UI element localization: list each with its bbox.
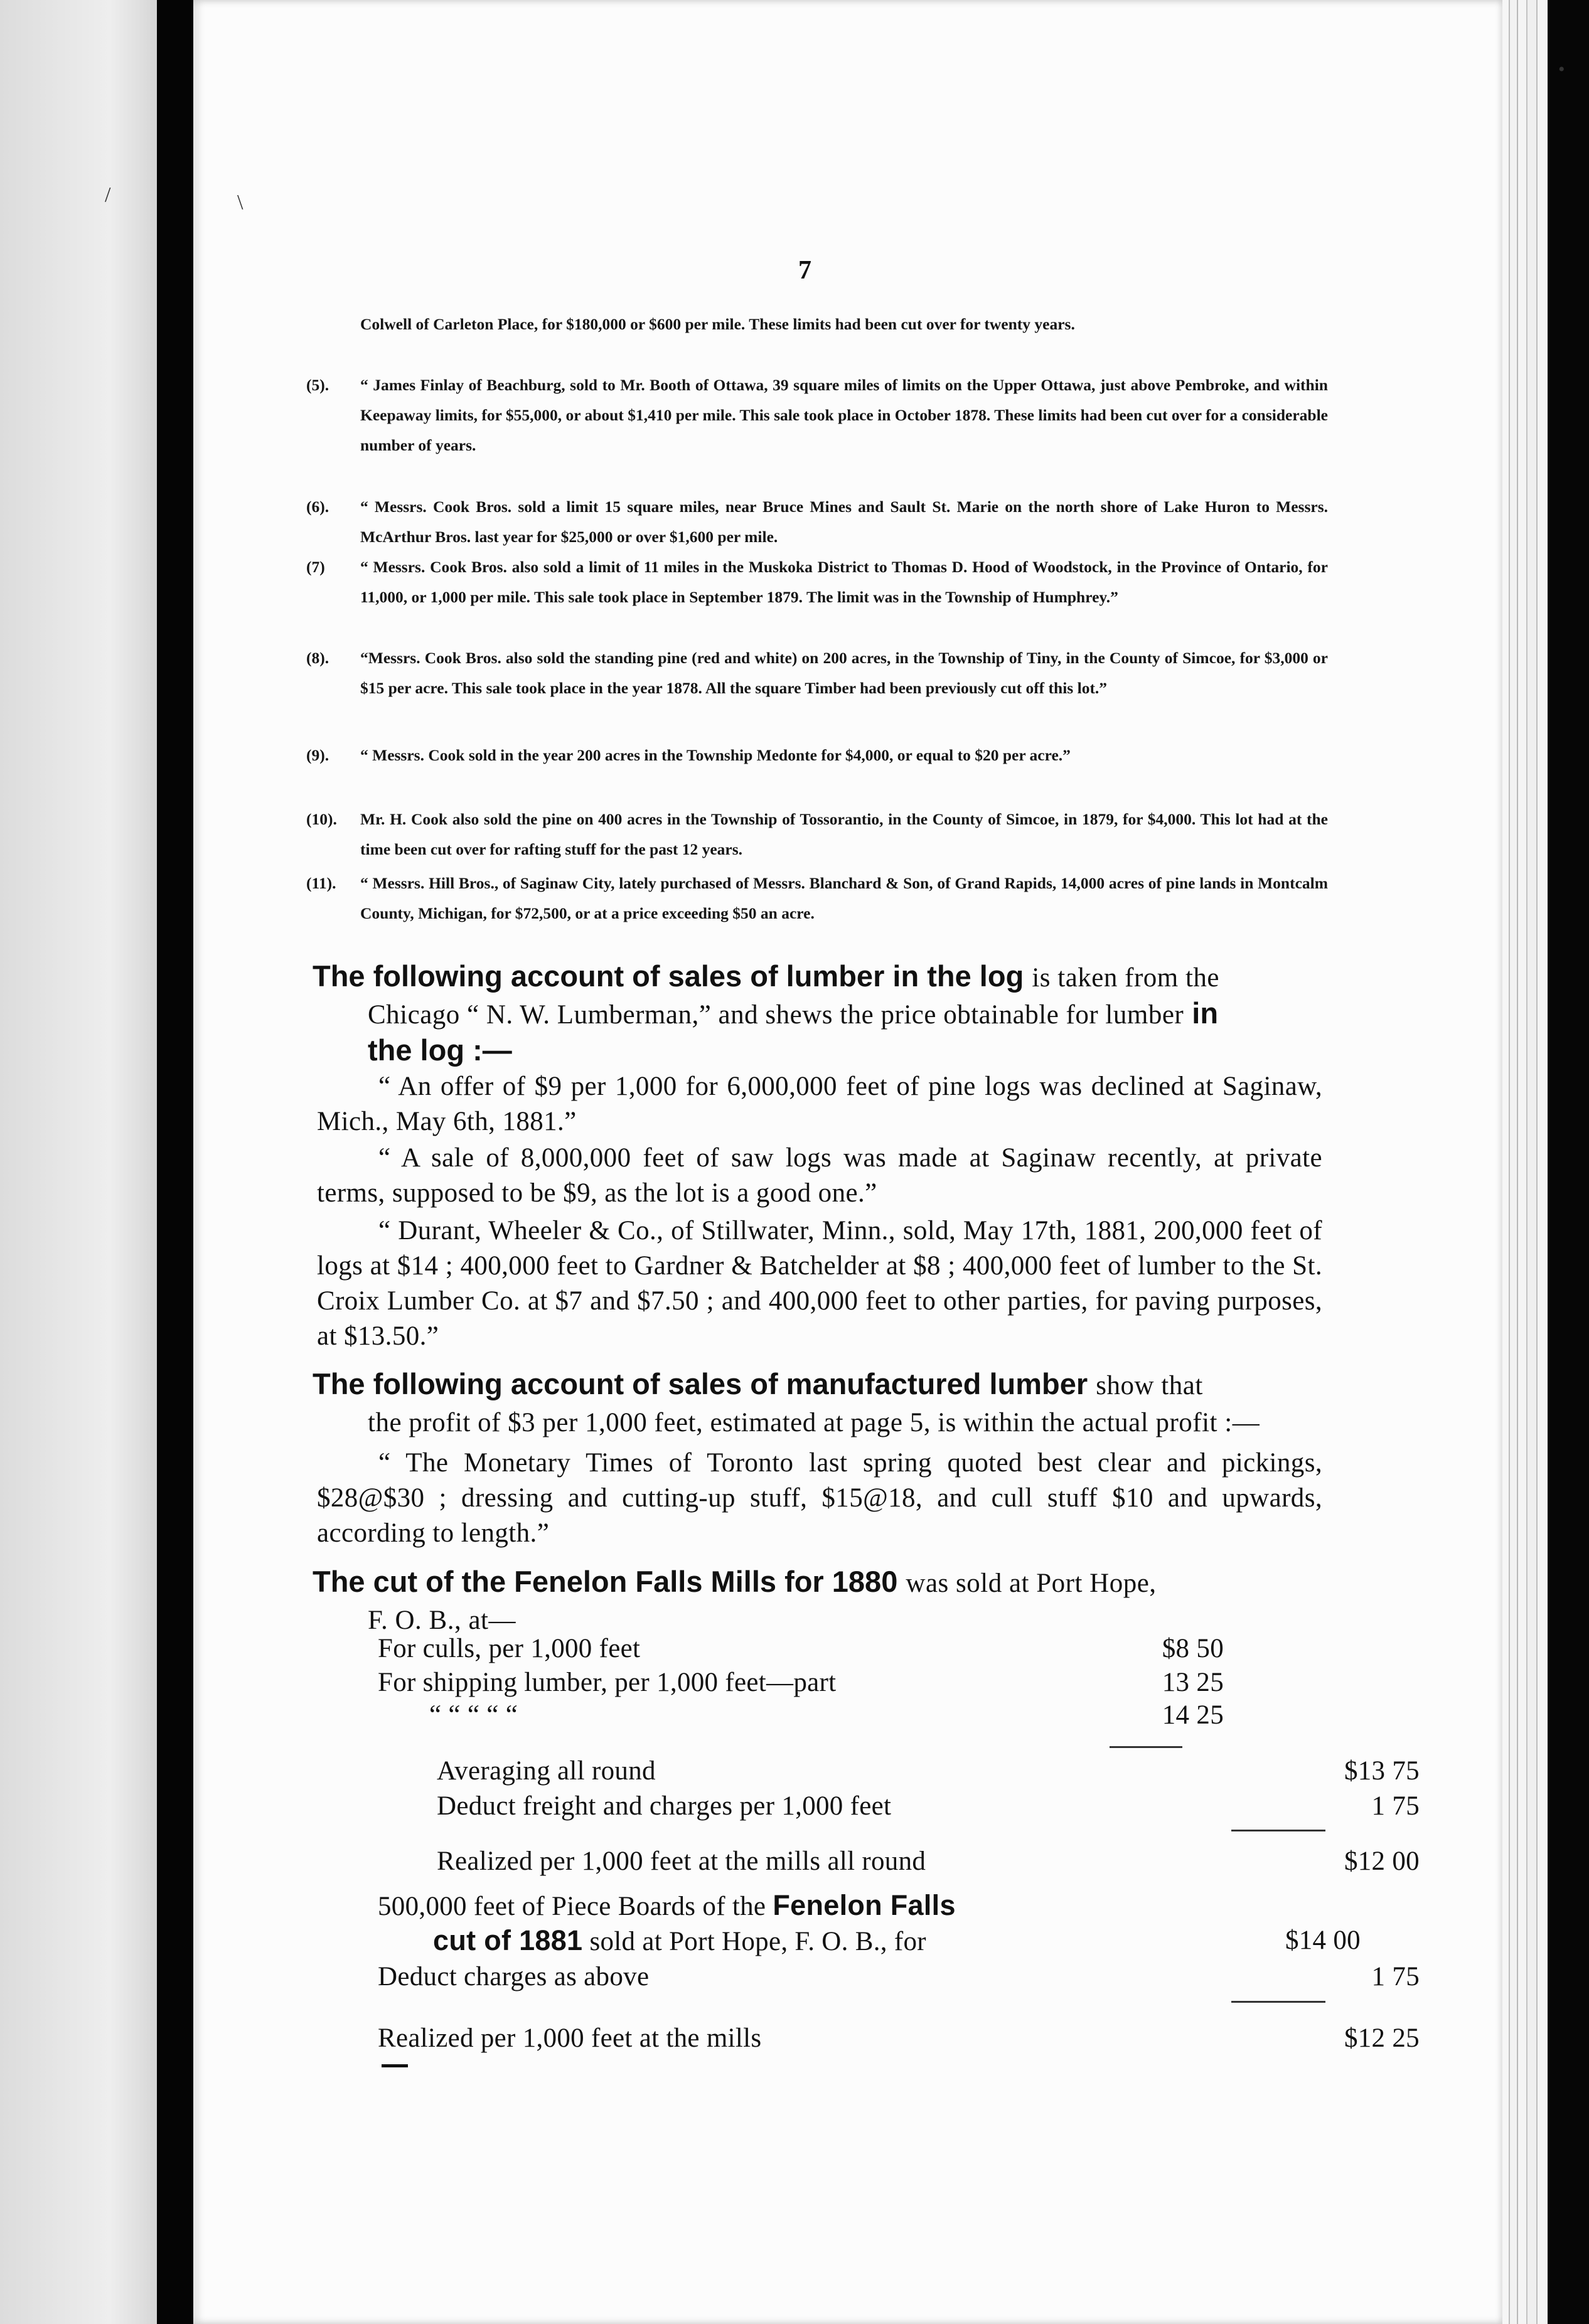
log-sale-quote-2 <box>317 1141 1322 1211</box>
row-value: $8 50 <box>1162 1634 1224 1663</box>
heading-bold-line: the log :— <box>368 1033 512 1067</box>
continued-entry <box>306 309 1328 339</box>
entry-number: (8). <box>306 649 329 667</box>
entry-text: “ Messrs. Cook sold in the year 200 acres in the Township Medonte for $4,000, or equal to $20 per acre.” <box>360 746 1071 764</box>
entry-number: (6). <box>306 498 329 516</box>
row-label: For shipping lumber, per 1,000 feet—part <box>378 1668 837 1697</box>
log-sale-quote-3 <box>317 1213 1322 1354</box>
freight-row <box>437 1789 1420 1833</box>
row-label: Deduct freight and charges per 1,000 feet <box>437 1791 892 1821</box>
row-label: Deduct charges as above <box>378 1962 650 1991</box>
final-total-rule <box>1231 2001 1325 2003</box>
row-value: 14 25 <box>1162 1700 1224 1730</box>
final-realized-row <box>378 2021 1420 2065</box>
heading-rest-text: is taken from the <box>1032 963 1220 993</box>
entry-text: “ Messrs. Hill Bros., of Saginaw City, lately purchased of Messrs. Blanchard & Son, of Grand Rapids, 14,000 acres of pine lands in Montcalm County, Michigan, for $72,500, or at a price exceeding $50 an acre. <box>360 874 1328 922</box>
ditto-price-row <box>378 1698 1325 1742</box>
continued-entry-text: Colwell of Carleton Place, for $180,000 or $600 per mile. These limits had been cut over for twenty years. <box>360 315 1075 333</box>
row-value: 13 25 <box>1162 1668 1224 1697</box>
edge-mark: • <box>1558 59 1565 80</box>
page-edges <box>1502 0 1548 2324</box>
heading-bold-fragment: in <box>1192 996 1219 1030</box>
fenelon-falls-heading <box>313 1564 1320 1638</box>
entry-number: (10). <box>306 810 337 828</box>
margin-underline <box>382 2064 408 2067</box>
entry-text: Mr. H. Cook also sold the pine on 400 acres in the Township of Tossorantio, in the County of Simcoe, in 1879, for $4,000. This lot had at the time been cut over for rafting stuff for the past 12 years. <box>360 810 1328 858</box>
heading-bold-text: The following account of sales of lumber in the log <box>313 959 1024 993</box>
heading-bold-text: The cut of the Fenelon Falls Mills for 1880 <box>313 1565 898 1598</box>
entry-8 <box>306 643 1328 703</box>
left-facing-page <box>0 0 157 2324</box>
entry-number: (5). <box>306 376 329 394</box>
heading-continuation: F. O. B., at— <box>368 1606 516 1635</box>
piece-boards-bold-text: Fenelon Falls <box>773 1889 956 1921</box>
entry-number: (11). <box>306 874 336 892</box>
heading-rest-text: show that <box>1096 1371 1203 1400</box>
piece-boards-rest-text: sold at Port Hope, F. O. B., for <box>589 1927 926 1956</box>
entry-11 <box>306 868 1328 929</box>
quote-text: “ A sale of 8,000,000 feet of saw logs was made at Saginaw recently, at private terms, supposed to be $9, as the lot is a good one.” <box>317 1143 1322 1208</box>
row-label: Realized per 1,000 feet at the mills <box>378 2023 762 2053</box>
row-label: Averaging all round <box>437 1756 656 1786</box>
manufactured-lumber-heading <box>313 1367 1320 1441</box>
piece-boards-line-2 <box>433 1923 1381 1959</box>
stray-mark: / <box>105 183 111 206</box>
heading-continuation: the profit of $3 per 1,000 feet, estimated at page 5, is within the actual profit :— <box>368 1408 1260 1437</box>
entry-text: “Messrs. Cook Bros. also sold the standing pine (red and white) on 200 acres, in the Township of Tiny, in the County of Simcoe, for $3,000 or $15 per acre. This sale took place in the year 1878. All the square Timber had been previously cut off this lot.” <box>360 649 1328 697</box>
row-total: $12 00 <box>1344 1847 1420 1876</box>
entry-10 <box>306 804 1328 865</box>
heading-continuation: Chicago “ N. W. Lumberman,” and shews the price obtainable for lumber <box>368 1000 1184 1030</box>
log-sale-quote-1 <box>317 1069 1322 1139</box>
entry-9 <box>306 740 1328 770</box>
heading-rest-text: was sold at Port Hope, <box>906 1569 1157 1598</box>
page-number: 7 <box>798 256 811 285</box>
entry-6 <box>306 492 1328 552</box>
entry-5 <box>306 370 1328 461</box>
entry-number: (7) <box>306 558 325 576</box>
row-total: 1 75 <box>1371 1962 1420 1991</box>
heading-bold-text: The following account of sales of manufactured lumber <box>313 1367 1088 1400</box>
row-total: $13 75 <box>1344 1756 1420 1786</box>
quote-text: “ An offer of $9 per 1,000 for 6,000,000 feet of pine logs was declined at Saginaw, Mich., May 6th, 1881.” <box>317 1072 1322 1136</box>
row-total: $14 00 <box>1285 1926 1361 1955</box>
stray-mark: \ <box>237 191 243 214</box>
row-label: Realized per 1,000 feet at the mills all round <box>437 1847 926 1876</box>
piece-boards-text: 500,000 feet of Piece Boards of the <box>378 1892 766 1921</box>
row-total: $12 25 <box>1344 2023 1420 2053</box>
realized-row <box>437 1844 1420 1889</box>
entry-text: “ James Finlay of Beachburg, sold to Mr. Booth of Ottawa, 39 square miles of limits on the Upper Ottawa, just above Pembroke, and within Keepaway limits, for $55,000, or about $1,410 per mile. This sale took place in October 1878. These limits had been cut over for a considerable number of years. <box>360 376 1328 454</box>
entry-number: (9). <box>306 746 329 764</box>
row-label: “ “ “ “ “ <box>429 1700 518 1730</box>
entry-text: “ Messrs. Cook Bros. sold a limit 15 square miles, near Bruce Mines and Sault St. Marie on the north shore of Lake Huron to Messrs. McArthur Bros. last year for $25,000 or over $1,600 per mile. <box>360 498 1328 546</box>
book-gutter <box>157 0 193 2324</box>
piece-boards-line-1 <box>378 1888 1325 1924</box>
subtotal-rule <box>1110 1746 1182 1748</box>
entry-text: “ Messrs. Cook Bros. also sold a limit of 11 miles in the Muskoka District to Thomas D. Hood of Woodstock, in the Province of Ontario, for 11,000, or 1,000 per mile. This sale took place in September 1879. The limit was in the Township of Humphrey.” <box>360 558 1328 606</box>
row-label: For culls, per 1,000 feet <box>378 1634 641 1663</box>
lumber-log-heading <box>313 959 1320 1068</box>
entry-7 <box>306 552 1328 612</box>
row-total: 1 75 <box>1371 1791 1420 1821</box>
piece-boards-bold-text: cut of 1881 <box>433 1924 583 1956</box>
quote-text: “ Durant, Wheeler & Co., of Stillwater, Minn., sold, May 17th, 1881, 200,000 feet of logs at $14 ; 400,000 feet to Gardner & Batchelder at $8 ; 400,000 feet of lumber to the St. Croix Lumber Co. at $7 and $7.50 ; and 400,000 feet to other parties, for paving purposes, at $13.50.” <box>317 1216 1322 1351</box>
total-rule <box>1231 1830 1325 1831</box>
monetary-times-quote <box>317 1446 1322 1551</box>
quote-text: “ The Monetary Times of Toronto last spring quoted best clear and pickings, $28@$30 ; dressing and cutting-up stuff, $15@18, and cull stuff $10 and upwards, according to length.” <box>317 1448 1322 1548</box>
charges-row <box>378 1959 1420 2004</box>
